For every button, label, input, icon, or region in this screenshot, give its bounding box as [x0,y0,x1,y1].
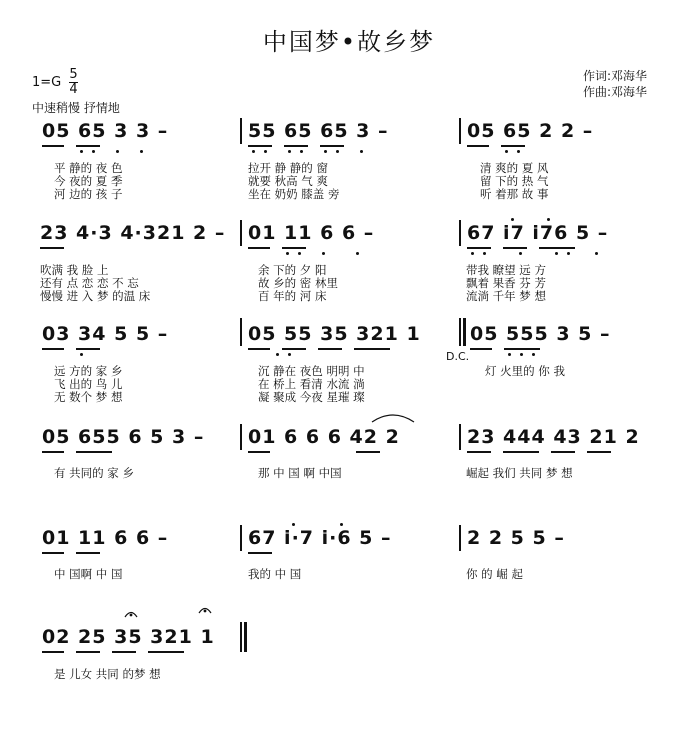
lyric-2-3-v2: 飘着 果香 芬 芳 [466,276,546,290]
time-numerator: 5 [69,67,78,82]
lyric-2-1-v3: 慢慢 进 入 梦 的温 床 [40,289,151,303]
eighth-beam [76,552,100,554]
low-octave-dot [288,150,291,153]
high-octave-dot [340,523,343,526]
measure-4-2: 01 6 6 6 42 2 [248,426,400,448]
lyric-3-2-v1: 沉 静在 夜色 明明 中 [258,364,365,378]
measure-6-1: 02 25 35 321 1 [42,626,215,648]
low-octave-dot [567,252,570,255]
eighth-beam [42,348,64,350]
measure-5-2: 67 i·7 i·6 5 – [248,527,392,549]
repeat-barline-thin [459,318,461,346]
high-octave-dot [547,218,550,221]
eighth-beam [467,145,489,147]
lyric-1-3-v2: 留 下的 热 气 [480,174,549,188]
eighth-beam [470,348,492,350]
lyric-6-1: 是 儿女 共同 的梦 想 [54,667,161,681]
fermata-icon [124,608,138,618]
eighth-beam [248,552,272,554]
lyric-1-1-v2: 今 夜的 夏 季 [54,174,123,188]
eighth-beam [318,348,342,350]
eighth-beam [76,451,112,453]
low-octave-dot [92,150,95,153]
eighth-beam [248,451,270,453]
barline [240,525,242,551]
barline [240,220,242,246]
eighth-beam [248,247,270,249]
tempo-marking: 中速稍慢 抒情地 [32,101,120,115]
eighth-beam [503,247,527,249]
lyric-2-3-v1: 带我 瞭望 远 方 [466,263,546,277]
barline [459,424,461,450]
low-octave-dot [532,353,535,356]
barline [459,220,461,246]
lyric-2-1-v1: 吹满 我 脸 上 [40,263,109,277]
eighth-beam [503,451,539,453]
lyric-4-2: 那 中 国 啊 中国 [258,466,342,480]
measure-1-3: 05 65 2 2 – [467,120,594,142]
eighth-beam [76,145,100,147]
low-octave-dot [322,252,325,255]
lyric-1-1-v1: 平 静的 夜 色 [54,161,123,175]
lyric-1-3-v3: 听 着那 故 事 [480,187,549,201]
tie-arc [370,410,416,424]
key-signature [32,68,78,97]
low-octave-dot [140,150,143,153]
fermata-icon [198,604,212,614]
low-octave-dot [517,150,520,153]
high-octave-dot [292,523,295,526]
lyric-2-1-v2: 还有 点 恋 恋 不 忘 [40,276,139,290]
measure-5-1: 01 11 6 6 – [42,527,169,549]
low-octave-dot [336,150,339,153]
low-octave-dot [80,150,83,153]
eighth-beam [282,247,306,249]
lyric-1-2-v3: 坐在 奶奶 膝盖 旁 [248,187,340,201]
low-octave-dot [520,353,523,356]
measure-1-1: 05 65 3 3 – [42,120,169,142]
eighth-beam [551,451,575,453]
lyric-3-1-v3: 无 数个 梦 想 [54,390,123,404]
measure-3-2: 05 55 35 321 1 [248,323,421,345]
final-barline-thin [240,622,242,652]
da-capo-mark: D.C. [446,350,470,363]
barline [240,118,242,144]
measure-3-1: 03 34 5 5 – [42,323,169,345]
low-octave-dot [298,252,301,255]
lyricist-credit: 作词:邓海华 [583,69,648,83]
eighth-beam [467,451,491,453]
eighth-beam [284,145,308,147]
lyric-2-2-v2: 故 乡的 密 林里 [258,276,338,290]
low-octave-dot [324,150,327,153]
lyric-1-3-v1: 清 爽的 夏 风 [480,161,549,175]
low-octave-dot [264,150,267,153]
eighth-beam [356,451,380,453]
measure-5-3: 2 2 5 5 – [467,527,565,549]
time-denominator: 4 [69,82,78,97]
eighth-beam [504,348,540,350]
low-octave-dot [288,353,291,356]
eighth-beam [501,145,525,147]
lyric-2-2-v3: 百 年的 河 床 [258,289,327,303]
eighth-beam [42,145,64,147]
eighth-beam [539,247,575,249]
lyric-2-3-v3: 流淌 千年 梦 想 [466,289,546,303]
lyric-3-2-v3: 凝 聚成 今夜 星璀 璨 [258,390,365,404]
eighth-beam [248,145,272,147]
lyric-3-3-v1: 灯 火里的 你 我 [485,364,565,378]
final-barline-thick [244,622,247,652]
barline [459,525,461,551]
eighth-beam [42,552,64,554]
low-octave-dot [595,252,598,255]
eighth-beam [587,451,611,453]
eighth-beam [354,348,390,350]
lyric-1-2-v1: 拉开 静 静的 窗 [248,161,328,175]
low-octave-dot [519,252,522,255]
lyric-4-1: 有 共同的 家 乡 [54,466,134,480]
low-octave-dot [80,353,83,356]
low-octave-dot [483,252,486,255]
lyric-4-3: 崛起 我们 共同 梦 想 [466,466,573,480]
lyric-5-1: 中 国啊 中 国 [54,567,123,581]
lyric-1-2-v2: 就要 秋高 气 爽 [248,174,328,188]
lyric-2-2-v1: 余 下的 夕 阳 [258,263,327,277]
eighth-beam [282,348,306,350]
lyric-5-3: 你 的 崛 起 [466,567,523,581]
eighth-beam [467,247,491,249]
eighth-beam [42,651,64,653]
low-octave-dot [276,353,279,356]
low-octave-dot [471,252,474,255]
low-octave-dot [505,150,508,153]
time-signature [69,68,77,97]
composer-credit: 作曲:邓海华 [583,85,648,99]
low-octave-dot [116,150,119,153]
low-octave-dot [252,150,255,153]
key-prefix: 1=G [32,75,62,90]
eighth-beam [42,451,64,453]
eighth-beam [148,651,184,653]
repeat-barline-thick [463,318,466,346]
measure-3-3: 05 555 3 5 – [470,323,611,345]
measure-2-2: 01 11 6 6 – [248,222,375,244]
eighth-beam [76,651,100,653]
measure-4-1: 05 655 6 5 3 – [42,426,205,448]
measure-2-1: 23 4·3 4·321 2 – [40,222,226,244]
song-title: 中国梦•故乡梦 [262,28,436,56]
low-octave-dot [300,150,303,153]
barline [240,318,242,346]
low-octave-dot [356,252,359,255]
low-octave-dot [360,150,363,153]
eighth-beam [320,145,344,147]
lyric-3-2-v2: 在 桥上 看清 水流 淌 [258,377,365,391]
measure-1-2: 55 65 65 3 – [248,120,389,142]
lyric-3-1-v1: 远 方的 家 乡 [54,364,123,378]
eighth-beam [40,247,64,249]
lyric-3-1-v2: 飞 出的 鸟 儿 [54,377,123,391]
eighth-beam [112,651,136,653]
barline [240,424,242,450]
measure-4-3: 23 444 43 21 2 [467,426,640,448]
measure-2-3: 67 i7 i76 5 – [467,222,609,244]
high-octave-dot [511,218,514,221]
eighth-beam [248,348,270,350]
lyric-5-2: 我的 中 国 [248,567,302,581]
low-octave-dot [286,252,289,255]
low-octave-dot [555,252,558,255]
low-octave-dot [508,353,511,356]
lyric-1-1-v3: 河 边的 孩 子 [54,187,123,201]
barline [459,118,461,144]
eighth-beam [76,348,100,350]
